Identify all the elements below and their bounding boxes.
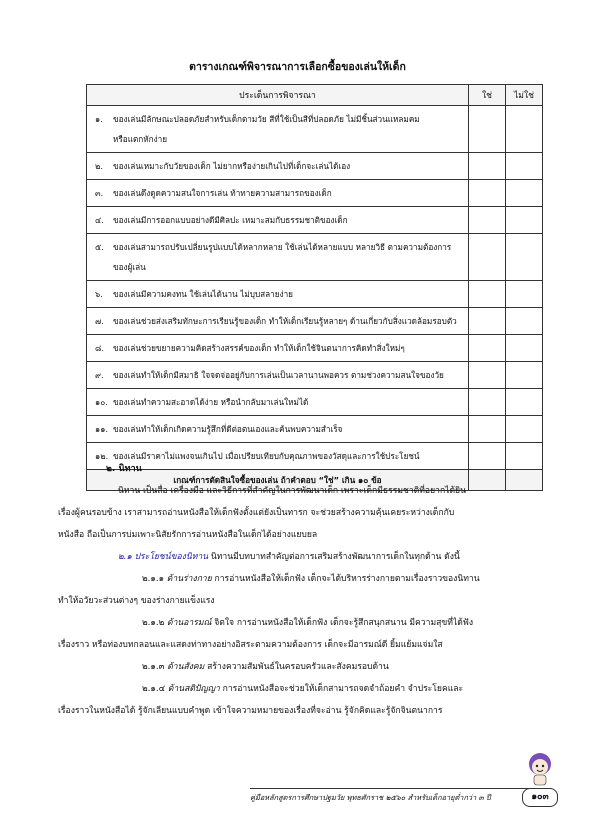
criterion-cell [87, 106, 469, 153]
table-title: ตารางเกณฑ์พิจารณาการเลือกซื้อของเล่นให้เด็ก [189, 61, 406, 73]
criterion-text: ของเล่นช่วยส่งเสริมทักษะการเรียนรู้ของเด็ก ทำให้เด็กเรียนรู้หลายๆ ด้านเกี่ยวกับสิ่งแวดล้อมรอบตัว [113, 316, 457, 326]
criterion-cell [87, 207, 469, 234]
table-row [87, 180, 543, 207]
criterion-number: ๘. [95, 343, 104, 353]
table-row [87, 153, 543, 180]
no-cell[interactable] [506, 207, 543, 234]
criterion-text: ของเล่นสามารถปรับเปลี่ยนรูปแบบได้หลากหลาย ใช้เล่นได้หลายแบบ หลายวิธี ตามความต้องการ [113, 242, 452, 252]
b1-num: ๒.๑.๑ [142, 574, 165, 584]
footer-text: คู่มือหลักสูตรการศึกษาปฐมวัย พุทธศักราช ๒๕๖๐ สำหรับเด็กอายุต่ำกว่า ๓ ปี [250, 793, 491, 802]
page-number: ๑๐๓ [522, 788, 558, 807]
criterion-cell [87, 281, 469, 308]
no-cell[interactable] [506, 443, 543, 470]
criterion-number: ๑๐. [95, 397, 108, 407]
benefits-title: ประโยชน์ของนิทาน [134, 552, 209, 562]
benefit-physical [58, 568, 538, 612]
criterion-text: ของเล่นมีลักษณะปลอดภัยสำหรับเด็กตามวัย สีที่ใช้เป็นสีที่ปลอดภัย ไม่มีชิ้นส่วนแหลมคม [113, 114, 420, 124]
table-row [87, 362, 543, 389]
yes-cell[interactable] [469, 443, 506, 470]
no-cell[interactable] [506, 308, 543, 335]
no-cell[interactable] [506, 234, 543, 281]
table-row [87, 443, 543, 470]
yes-cell[interactable] [469, 281, 506, 308]
criteria-header: ประเด็นการพิจารณา [87, 85, 469, 106]
criterion-cell [87, 153, 469, 180]
benefit-intellect [58, 678, 538, 722]
criterion-cell [87, 180, 469, 207]
criterion-number: ๓. [95, 188, 104, 198]
criterion-cell [87, 362, 469, 389]
intro-line-3: หนังสือ ถือเป็นการบ่มเพาะนิสัยรักการอ่านหนังสือในเด็กได้อย่างแยบยล [58, 530, 318, 540]
no-cell[interactable] [506, 153, 543, 180]
no-cell[interactable] [506, 335, 543, 362]
criterion-text: ของเล่นทำให้เด็กมีสมาธิ ใจจดจ่ออยู่กับการเล่นเป็นเวลานานพอควร ตามช่วงความสนใจของวัย [113, 370, 444, 380]
no-cell[interactable] [506, 180, 543, 207]
criterion-number: ๖. [95, 289, 103, 299]
yes-cell[interactable] [469, 416, 506, 443]
yes-cell[interactable] [469, 389, 506, 416]
b3-line-1: สร้างความสัมพันธ์ในครอบครัวและสังคมรอบด้าน [207, 662, 389, 672]
criterion-text-cont: ของผู้เล่น [113, 262, 146, 272]
yes-header: ใช่ [469, 85, 506, 106]
no-cell[interactable] [506, 106, 543, 153]
criterion-text: ของเล่นเหมาะกับวัยของเด็ก ไม่ยากหรือง่ายเกินไปที่เด็กจะเล่นได้เอง [113, 161, 351, 171]
benefits-intro: นิทานมีบทบาทสำคัญต่อการเสริมสร้างพัฒนาการเด็กในทุกด้าน ดังนี้ [210, 552, 460, 562]
b4-line-2: เรื่องราวในหนังสือได้ รู้จักเลียนแบบคำพูด เข้าใจความหมายของเรื่องที่จะอ่าน รู้จักคิดและรู้จักจินตนาการ [58, 706, 443, 716]
criterion-text: ของเล่นมีการออกแบบอย่างดีมีศิลปะ เหมาะสมกับธรรมชาติของเด็ก [113, 215, 348, 225]
yes-cell[interactable] [469, 234, 506, 281]
benefits-heading [58, 546, 538, 568]
b3-num: ๒.๑.๓ [142, 662, 165, 672]
criterion-number: ๔. [95, 215, 104, 225]
table-row [87, 234, 543, 281]
criterion-cell [87, 234, 469, 281]
criterion-text-cont: หรือแตกหักง่าย [113, 134, 168, 144]
b1-line-1: การอ่านหนังสือให้เด็กฟัง เด็กจะได้บริหารร่างกายตามเรื่องราวของนิทาน [214, 574, 480, 584]
b2-num: ๒.๑.๒ [142, 618, 165, 628]
yes-cell[interactable] [469, 180, 506, 207]
no-cell[interactable] [506, 362, 543, 389]
yes-cell[interactable] [469, 308, 506, 335]
criterion-cell [87, 443, 469, 470]
criterion-cell [87, 416, 469, 443]
intro-line-2: เรื่องผู้คนรอบข้าง เราสามารถอ่านหนังสือให้เด็กฟังตั้งแต่ยังเป็นทารก จะช่วยสร้างความคุ้นเคยระหว่างเด็กกับ [58, 508, 455, 518]
no-cell[interactable] [506, 281, 543, 308]
yes-cell[interactable] [469, 335, 506, 362]
criterion-cell [87, 308, 469, 335]
table-row [87, 416, 543, 443]
table-row [87, 207, 543, 234]
intro-line-1: นิทาน เป็นสื่อ เครื่องมือ และวิธีการที่สำคัญในการพัฒนาเด็ก เพราะเด็กมีธรรมชาติที่อยากได้ยิน [118, 486, 466, 496]
table-row [87, 106, 543, 153]
criterion-text: ของเล่นดึงดูดความสนใจการเล่น ท้าทายความสามารถของเด็ก [113, 188, 332, 198]
b2-line-1: จิตใจ การอ่านหนังสือให้เด็กฟัง เด็กจะรู้สึกสนุกสนาน มีความสุขที่ได้ฟัง [214, 618, 474, 628]
criterion-number: ๕. [95, 242, 104, 252]
b1-line-2: ทำให้อวัยวะส่วนต่างๆ ของร่างกายแข็งแรง [58, 596, 215, 606]
criterion-text: ของเล่นทำความสะอาดได้ง่าย หรือนำกลับมาเล่นใหม่ได้ [113, 397, 309, 407]
criterion-number: ๒. [95, 161, 103, 171]
b2-line-2: เรื่องราว หรือท่องบทกลอนและแสดงท่าทางอย่างอิสระตามความต้องการ เด็กจะมีอารมณ์ดี ยิ้มแย้มแจ่มใส [58, 640, 443, 650]
b4-num: ๒.๑.๔ [142, 684, 166, 694]
footer-rule [250, 788, 540, 789]
intro-paragraph [58, 480, 538, 546]
b4-line-1: การอ่านหนังสือจะช่วยให้เด็กสามารถจดจำถ้อยคำ จำประโยคและ [222, 684, 464, 694]
criterion-text: ของเล่นมีความคงทน ใช้เล่นได้นาน ไม่บุบสลายง่าย [113, 289, 293, 299]
benefit-emotional [58, 612, 538, 656]
no-cell[interactable] [506, 416, 543, 443]
criterion-number: ๑๑. [95, 424, 108, 434]
criterion-number: ๗. [95, 316, 104, 326]
b2-title: ด้านอารมณ์ [166, 618, 212, 628]
benefits-num: ๒.๑ [118, 552, 132, 562]
yes-cell[interactable] [469, 153, 506, 180]
criteria-body [87, 106, 543, 491]
yes-cell[interactable] [469, 207, 506, 234]
mascot-illustration [523, 751, 557, 791]
criterion-cell [87, 335, 469, 362]
no-cell[interactable] [506, 389, 543, 416]
criterion-cell [87, 389, 469, 416]
criterion-text: ของเล่นช่วยขยายความคิดสร้างสรรค์ของเด็ก ทำให้เด็กใช้จินตนาการคิดทำสิ่งใหม่ๆ [113, 343, 405, 353]
criterion-text: ของเล่นทำให้เด็กเกิดความรู้สึกที่ดีต่อตนเองและค้นพบความสำเร็จ [113, 424, 343, 434]
criteria-table [86, 84, 543, 491]
no-header: ไม่ใช่ [506, 85, 543, 106]
benefit-social [58, 656, 538, 678]
yes-cell[interactable] [469, 362, 506, 389]
table-row [87, 281, 543, 308]
b1-title: ด้านร่างกาย [166, 574, 212, 584]
table-row [87, 389, 543, 416]
yes-cell[interactable] [469, 106, 506, 153]
criterion-number: ๑. [95, 114, 103, 124]
table-row [87, 335, 543, 362]
table-row [87, 308, 543, 335]
criterion-text: ของเล่นมีราคาไม่แพงจนเกินไป เมื่อเปรียบเทียบกับคุณภาพของวัสดุและการใช้ประโยชน์ [113, 451, 420, 461]
b3-title: ด้านสังคม [167, 662, 205, 672]
b4-title: ด้านสติปัญญา [167, 684, 220, 694]
criterion-number: ๙. [95, 370, 104, 380]
criterion-number: ๑๒. [95, 451, 109, 461]
section-heading: ๒. นิทาน [106, 464, 142, 474]
decision-criterion: เกณฑ์การตัดสินใจซื้อของเล่น ถ้าคำตอบ “ใช่” เกิน ๑๐ ข้อ [87, 470, 469, 491]
